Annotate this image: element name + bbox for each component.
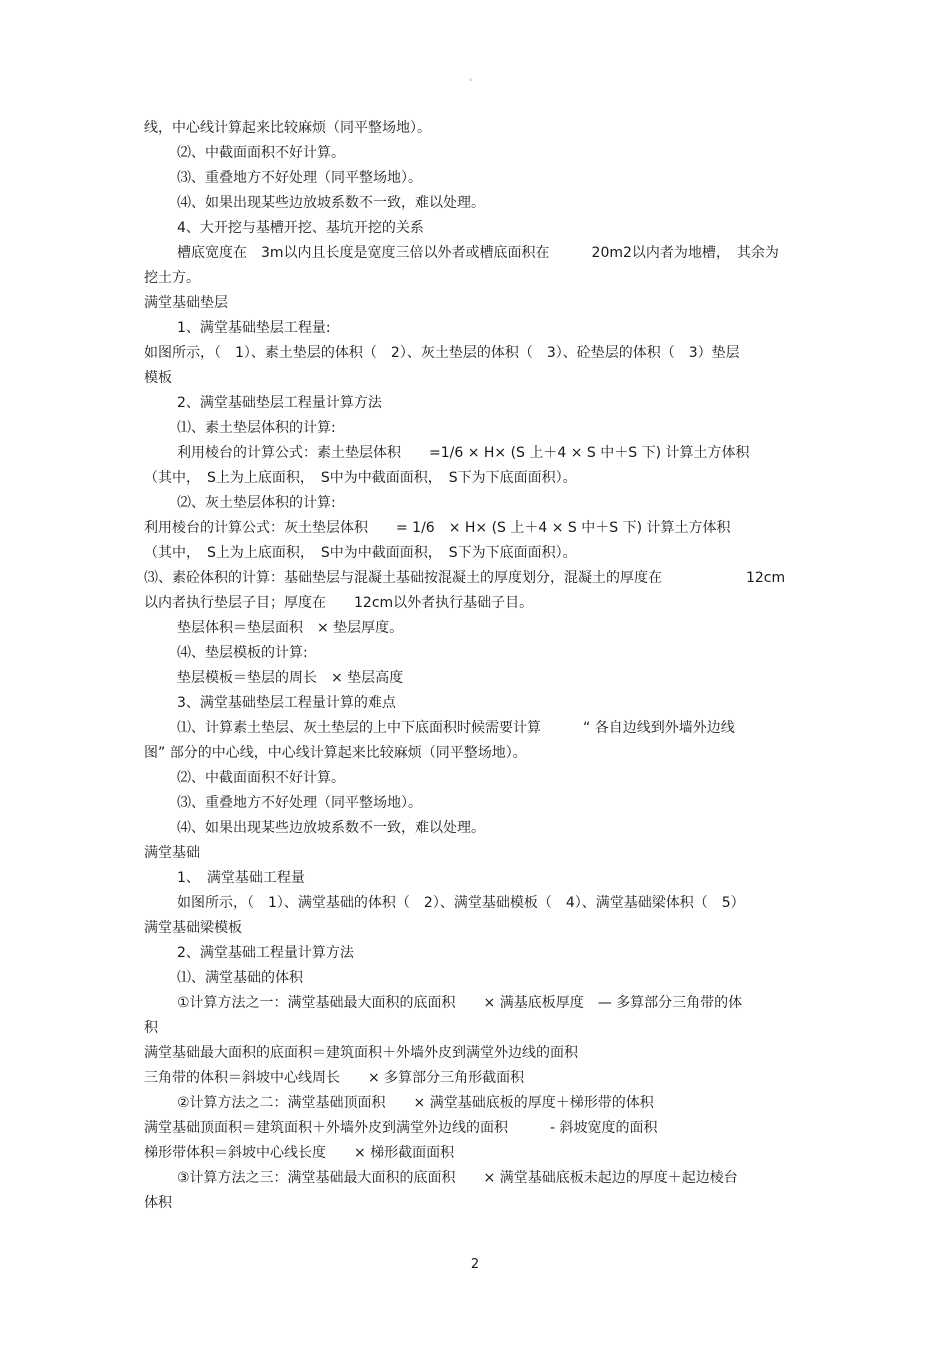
text-line: ⑵、灰土垫层体积的计算: <box>177 495 336 511</box>
text-line: ⑴、素土垫层体积的计算: <box>177 420 336 436</box>
text-line: 以内者执行垫层子目；厚度在 12cm以外者执行基础子目。 <box>144 595 534 611</box>
text-line: ⑶、重叠地方不好处理（同平整场地）。 <box>177 170 422 186</box>
text-line: 三角带的体积＝斜坡中心线周长 × 多算部分三角形截面积 <box>144 1070 525 1086</box>
text-line: 2、满堂基础垫层工程量计算方法 <box>177 395 382 411</box>
text-line: 4、大开挖与基槽开挖、基坑开挖的关系 <box>177 220 424 236</box>
text-line: 满堂基础最大面积的底面积＝建筑面积＋外墙外皮到满堂外边线的面积 <box>144 1045 578 1061</box>
text-line: 积 <box>144 1020 158 1036</box>
text-line: ⑴、计算素土垫层、灰土垫层的上中下底面积时候需要计算 “ 各自边线到外墙外边线 <box>177 720 735 736</box>
text-line: 图” 部分的中心线，中心线计算起来比较麻烦（同平整场地）。 <box>144 745 527 761</box>
text-line: （其中， S上为上底面积， S中为中截面面积， S下为下底面面积）。 <box>144 545 577 561</box>
text-line: 1、 满堂基础工程量 <box>177 870 305 886</box>
text-line: 垫层体积＝垫层面积 × 垫层厚度。 <box>177 620 404 636</box>
text-line: 模板 <box>144 370 172 386</box>
text-line: ⑵、中截面面积不好计算。 <box>177 770 345 786</box>
text-line: 1、满堂基础垫层工程量: <box>177 320 331 336</box>
text-line: ①计算方法之一：满堂基础最大面积的底面积 × 满基底板厚度 — 多算部分三角带的体 <box>177 995 743 1011</box>
text-line: 利用棱台的计算公式：素土垫层体积 =1/6 × H× (S 上＋4 × S 中＋S 下) 计算土方体积 <box>177 445 750 461</box>
text-line: 满堂基础垫层 <box>144 295 228 311</box>
header-mark: 。 <box>469 73 479 83</box>
text-line: ③计算方法之三：满堂基础最大面积的底面积 × 满堂基础底板未起边的厚度＋起边棱台 <box>177 1170 738 1186</box>
document-body <box>144 116 806 1216</box>
text-line: 满堂基础 <box>144 845 200 861</box>
text-line: 2、满堂基础工程量计算方法 <box>177 945 354 961</box>
text-line: 满堂基础梁模板 <box>144 920 242 936</box>
page-number: 2 <box>470 1257 480 1272</box>
text-line: ⑶、重叠地方不好处理（同平整场地）。 <box>177 795 422 811</box>
text-line: 满堂基础顶面积＝建筑面积＋外墙外皮到满堂外边线的面积 - 斜坡宽度的面积 <box>144 1120 658 1136</box>
text-line: ⑵、中截面面积不好计算。 <box>177 145 345 161</box>
text-line: ⑷、垫层模板的计算: <box>177 645 308 661</box>
text-line: 槽底宽度在 3m以内且长度是宽度三倍以外者或槽底面积在 20m2以内者为地槽， 其余为 <box>177 245 779 261</box>
text-line: 体积 <box>144 1195 172 1211</box>
text-line: 如图所示，（ 1）、满堂基础的体积（ 2）、满堂基础模板（ 4）、满堂基础梁体积（ 5） <box>177 895 745 911</box>
text-line: （其中， S上为上底面积， S中为中截面面积， S下为下底面面积）。 <box>144 470 577 486</box>
text-line: 梯形带体积＝斜坡中心线长度 × 梯形截面面积 <box>144 1145 455 1161</box>
text-line: 利用棱台的计算公式：灰土垫层体积 = 1/6 × H× (S 上＋4 × S 中＋S 下) 计算土方体积 <box>144 520 731 536</box>
text-line: ⑴、满堂基础的体积 <box>177 970 303 986</box>
text-line: 垫层模板＝垫层的周长 × 垫层高度 <box>177 670 404 686</box>
text-line: 如图所示，（ 1）、素土垫层的体积（ 2）、灰土垫层的体积（ 3）、砼垫层的体积（ 3）垫层 <box>144 345 740 361</box>
text-line: 线，中心线计算起来比较麻烦（同平整场地）。 <box>144 120 431 136</box>
text-line: ⑷、如果出现某些边放坡系数不一致，难以处理。 <box>177 195 485 211</box>
text-line: ⑷、如果出现某些边放坡系数不一致，难以处理。 <box>177 820 485 836</box>
text-line: 挖土方。 <box>144 270 200 286</box>
text-line: ⑶、素砼体积的计算：基础垫层与混凝土基础按混凝土的厚度划分，混凝土的厚度在 12cm <box>144 570 786 586</box>
text-line: ②计算方法之二：满堂基础顶面积 × 满堂基础底板的厚度＋梯形带的体积 <box>177 1095 654 1111</box>
text-line: 3、满堂基础垫层工程量计算的难点 <box>177 695 396 711</box>
